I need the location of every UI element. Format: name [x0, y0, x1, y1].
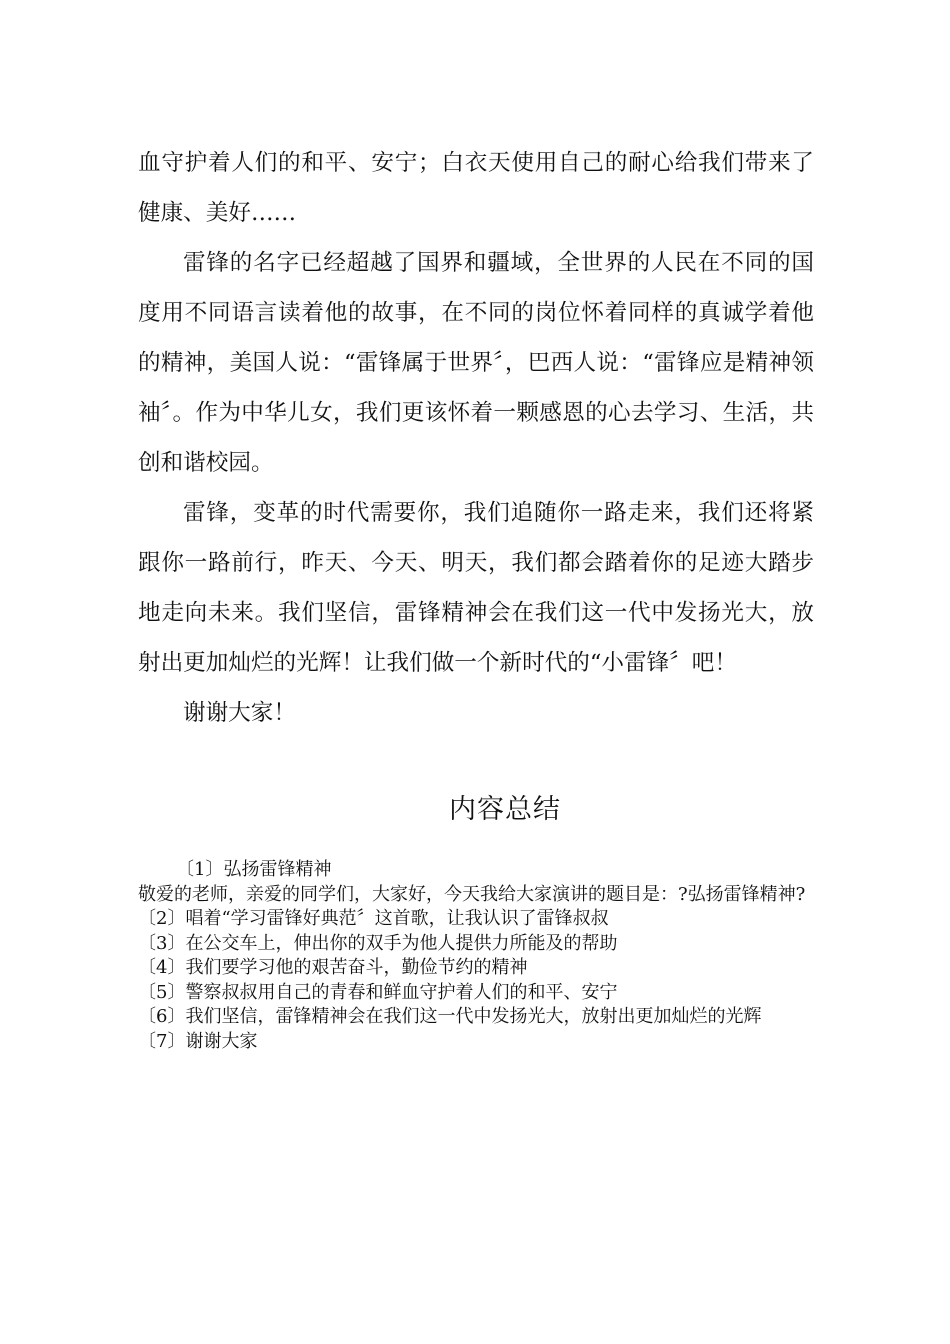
body-paragraph-4: 谢谢大家！: [183, 700, 296, 726]
summary-item-6: 〔6〕我们坚信，雷锋精神会在我们这一代中发扬光大，放射出更加灿烂的光辉: [138, 1006, 762, 1027]
summary-item-7: 〔7〕谢谢大家: [138, 1030, 258, 1052]
summary-item-2: 〔2〕唱着“学习雷锋好典范〞这首歌，让我认识了雷锋叔叔: [138, 908, 609, 929]
summary-title: 内容总结: [449, 794, 561, 825]
summary-list: [138, 858, 814, 1054]
summary-item-5: 〔5〕警察叔叔用自己的青春和鲜血守护着人们的和平、安宁: [138, 981, 618, 1003]
body-paragraph-2: 雷锋的名字已经超越了国界和疆域，全世界的人民在不同的国度用不同语言读着他的故事，在不同的岗位怀着同样的真诚学着他的精神，美国人说：“雷锋属于世界〞，巴西人说：“雷锋应是精神领袖〞。作为中华儿女，我们更该怀着一颗感恩的心去学习、生活，共创和谐校园。: [138, 250, 814, 476]
summary-item-4: 〔4〕我们要学习他的艰苦奋斗，勤俭节约的精神: [138, 957, 528, 978]
summary-item-3: 〔3〕在公交车上，伸出你的双手为他人提供力所能及的帮助: [138, 932, 618, 954]
summary-item-intro: 敬爱的老师，亲爱的同学们，大家好，今天我给大家演讲的题目是：?弘扬雷锋精神?: [138, 883, 806, 905]
speech-body: [138, 138, 814, 738]
summary-item-1: 〔1〕弘扬雷锋精神: [176, 859, 332, 880]
body-paragraph-1: 血守护着人们的和平、安宁；白衣天使用自己的耐心给我们带来了健康、美好……: [138, 150, 814, 226]
body-paragraph-3: 雷锋，变革的时代需要你，我们追随你一路走来，我们还将紧跟你一路前行，昨天、今天、明天，我们都会踏着你的足迹大踏步地走向未来。我们坚信，雷锋精神会在我们这一代中发扬光大，放射出更加灿烂的光辉！让我们做一个新时代的“小雷锋〞吧！: [138, 500, 814, 676]
